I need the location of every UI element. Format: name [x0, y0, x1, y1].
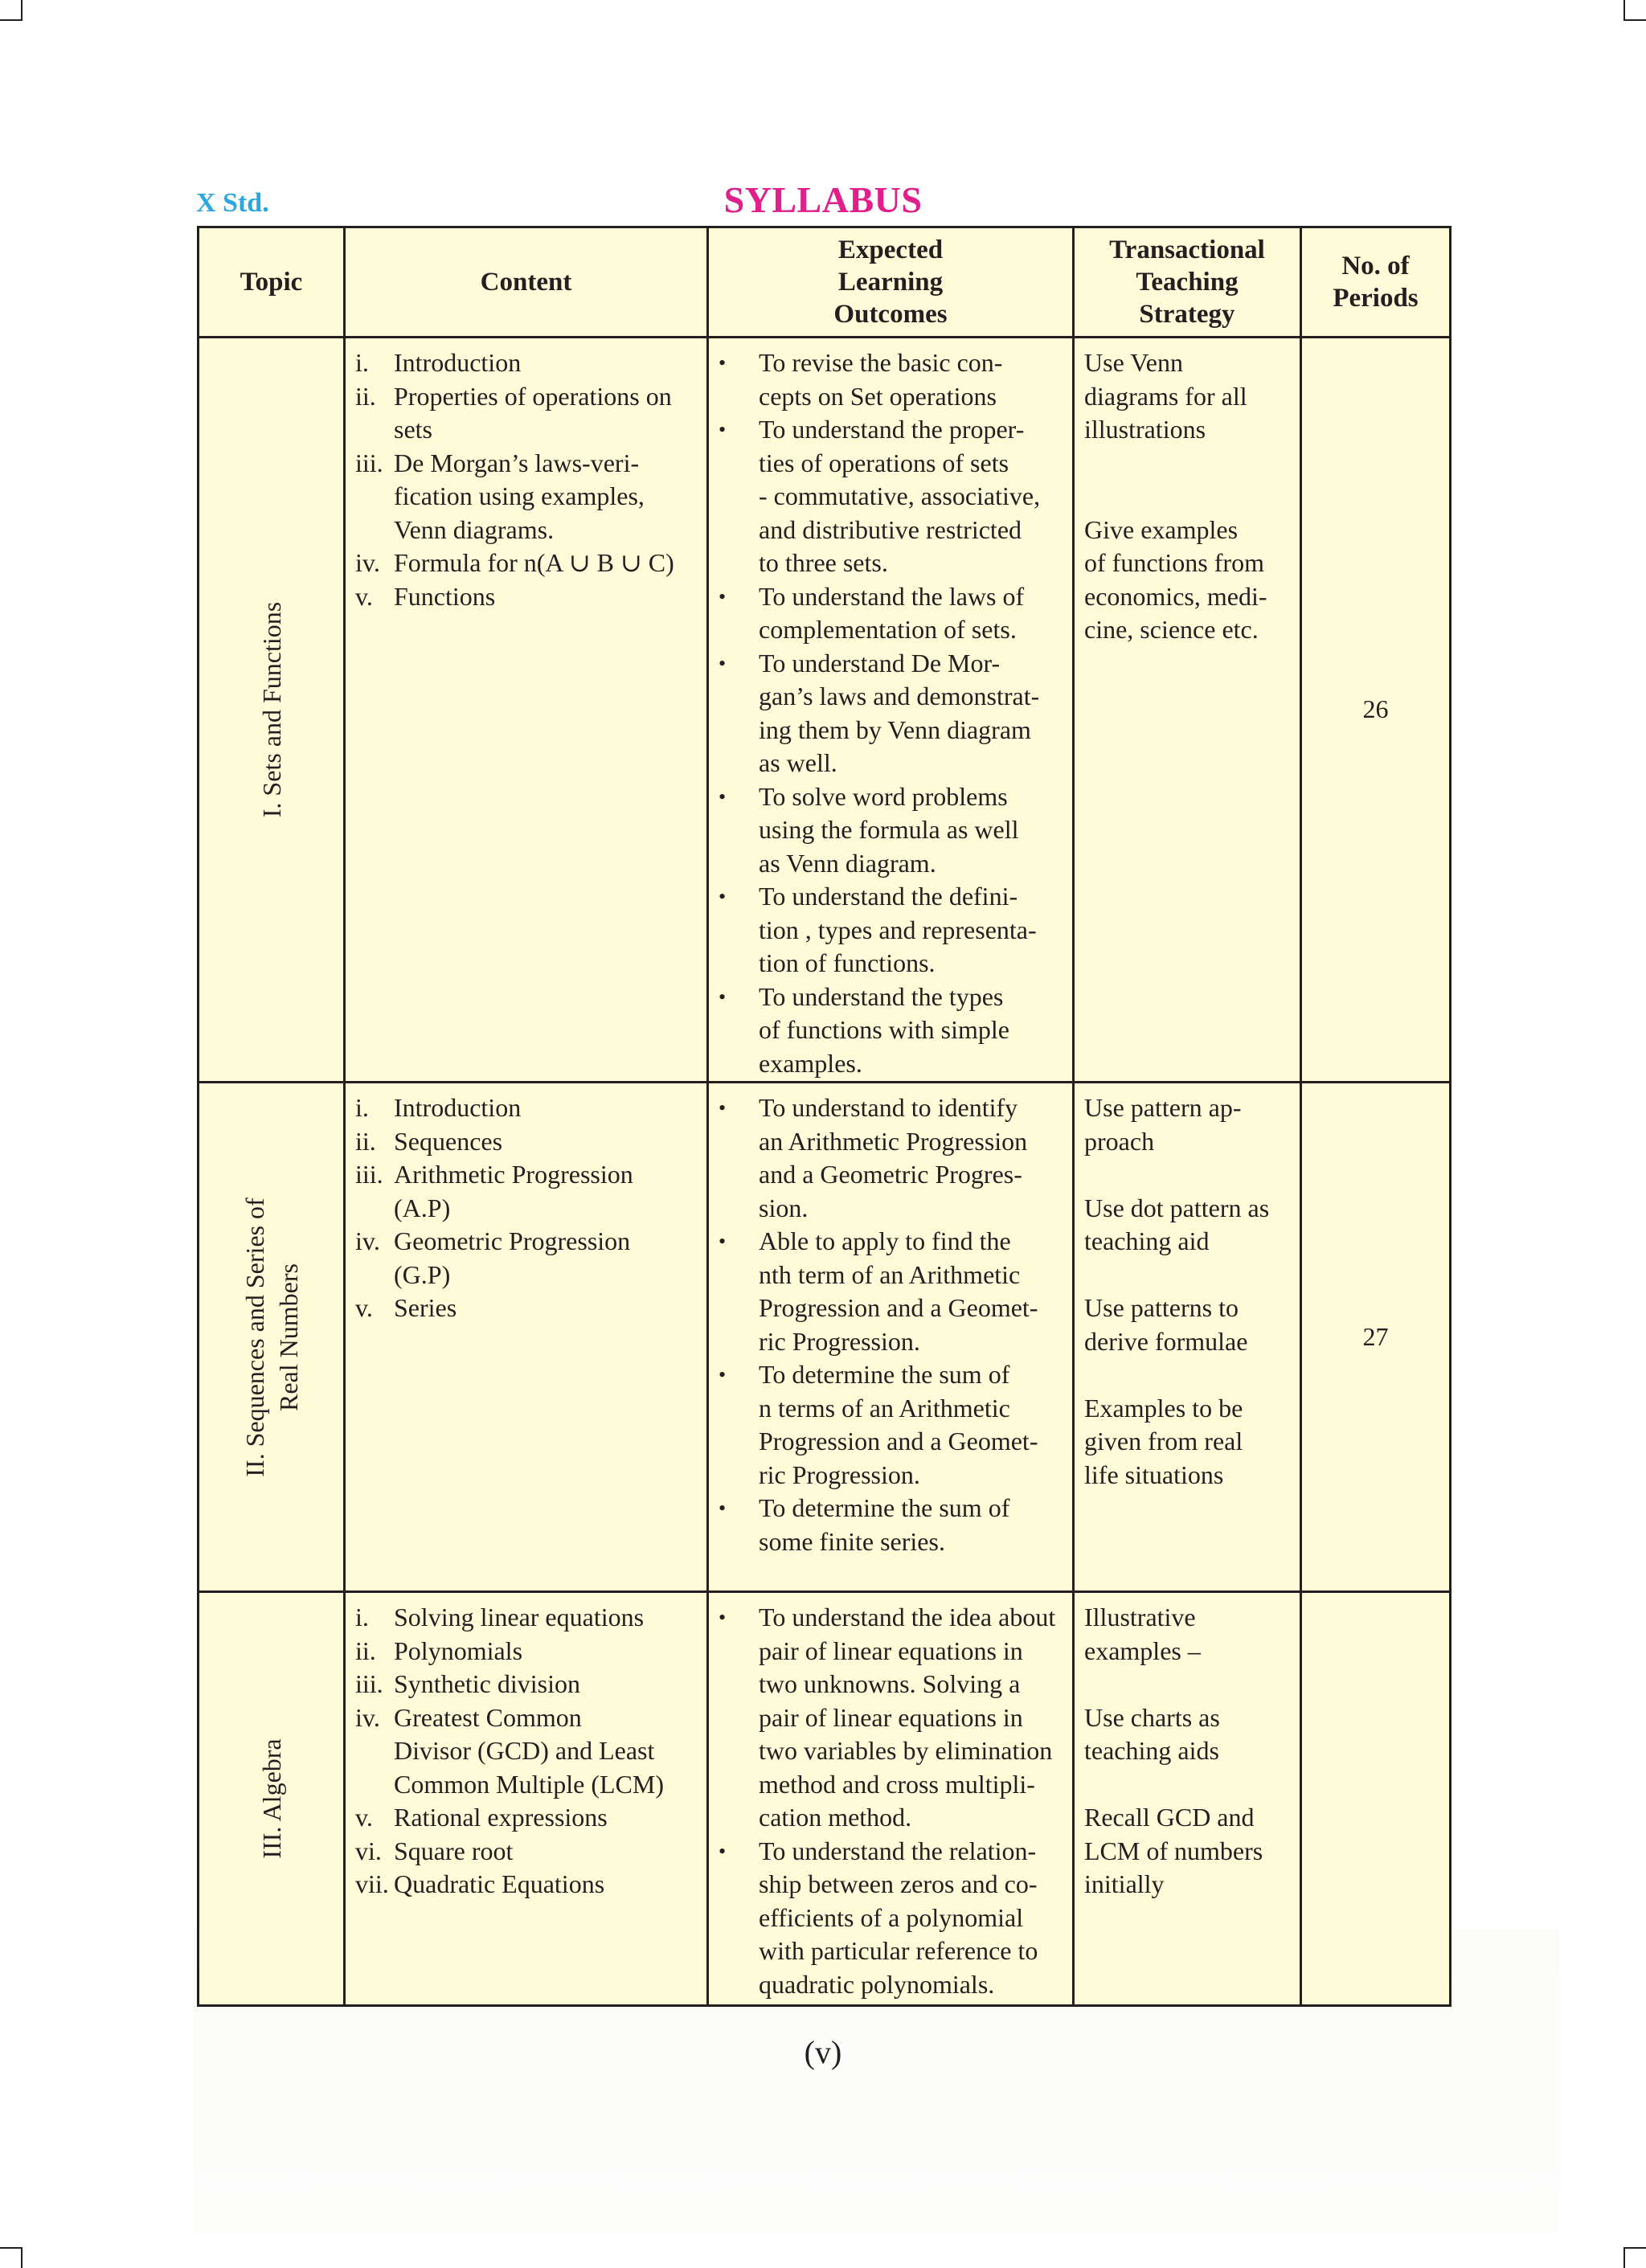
- list-marker: iv.: [355, 1702, 380, 1732]
- bullet-marker: •: [719, 1606, 727, 1629]
- list-item: [355, 1801, 700, 1835]
- strategy-line: derive formulae: [1084, 1326, 1248, 1356]
- list-item: [355, 346, 700, 380]
- list-item-text: Able to apply to find the: [759, 1226, 1011, 1255]
- list-item: [355, 1668, 700, 1701]
- list-item-text: cation method.: [759, 1803, 912, 1832]
- list-item: [355, 447, 700, 547]
- strategy-line: diagrams for all: [1084, 381, 1247, 411]
- list-item-text: Divisor (GCD) and Least: [394, 1736, 655, 1765]
- crop-mark: [1623, 2247, 1625, 2268]
- strategy-line: Use patterns to: [1084, 1293, 1239, 1322]
- list-marker: v.: [355, 1803, 373, 1832]
- periods-cell: [1301, 338, 1451, 1083]
- list-item: [355, 580, 700, 614]
- list-item-text: (A.P): [394, 1193, 451, 1222]
- list-item: [719, 980, 1067, 1081]
- outcomes-cell: [708, 1592, 1074, 2006]
- list-item-text: Venn diagrams.: [394, 514, 555, 544]
- list-item-text: To understand the defini-: [759, 882, 1018, 911]
- periods-cell: [1301, 1592, 1451, 2006]
- strategy-cell: [1074, 338, 1301, 1083]
- bullet-marker: •: [719, 351, 727, 375]
- table-row: [199, 1083, 1451, 1592]
- list-item: [719, 1492, 1067, 1558]
- list-item-text: of functions with simple: [759, 1015, 1009, 1044]
- list-item: [719, 1225, 1067, 1358]
- list-item-text: Polynomials: [394, 1635, 523, 1665]
- list-item-text: Functions: [394, 581, 496, 611]
- strategy-line: given from real: [1084, 1427, 1243, 1455]
- list-item-text: Square root: [394, 1836, 514, 1865]
- list-item-text: pair of linear equations in: [759, 1702, 1023, 1732]
- list-item-text: To solve word problems: [759, 781, 1008, 811]
- strategy-line: LCM of numbers: [1084, 1836, 1263, 1865]
- bullet-marker: •: [719, 584, 727, 608]
- list-item-text: Formula for n(A ∪ B ∪ C): [394, 548, 674, 577]
- strategy-cell: [1074, 1592, 1301, 2006]
- list-item-text: Sequences: [394, 1126, 503, 1156]
- strategy-line: Use pattern ap-: [1084, 1093, 1242, 1122]
- list-item: [355, 1158, 700, 1225]
- crop-mark: [1625, 19, 1646, 21]
- list-item-text: ing them by Venn diagram: [759, 714, 1031, 744]
- strategy-line: Examples to be: [1084, 1393, 1243, 1423]
- list-item-text: (G.P): [394, 1259, 451, 1289]
- list-item-text: some finite series.: [759, 1526, 945, 1556]
- list-item-text: as Venn diagram.: [759, 848, 936, 878]
- syllabus-table: [197, 226, 1452, 2007]
- strategy-line: economics, medi-: [1084, 581, 1267, 611]
- list-item-text: Introduction: [394, 1093, 522, 1122]
- topic-label: I. Sets and Functions: [256, 601, 286, 818]
- topic-label: [238, 1197, 305, 1476]
- bullet-marker: •: [719, 784, 727, 809]
- bullet-marker: •: [719, 1496, 727, 1520]
- list-item-text: complementation of sets.: [759, 615, 1017, 644]
- topic-label: III. Algebra: [256, 1738, 286, 1859]
- list-marker: ii.: [355, 1635, 376, 1665]
- list-item-text: Synthetic division: [394, 1669, 580, 1698]
- standard-label: X Std.: [196, 188, 269, 218]
- list-item: [719, 1601, 1067, 1835]
- list-item: [355, 1701, 700, 1802]
- column-header-content: Content: [345, 227, 708, 338]
- list-marker: i.: [355, 1603, 369, 1631]
- topic-label-line: Real Numbers: [273, 1263, 303, 1411]
- list-item-text: Geometric Progression: [394, 1226, 631, 1255]
- table-row: [199, 1592, 1451, 2006]
- list-item-text: fication using examples,: [394, 481, 645, 510]
- strategy-line: Recall GCD and: [1084, 1803, 1255, 1832]
- list-item-text: Introduction: [394, 348, 522, 377]
- list-item-text: To understand the relation-: [759, 1836, 1037, 1865]
- list-item-text: ship between zeros and co-: [759, 1869, 1038, 1898]
- list-marker: i.: [355, 1093, 369, 1122]
- list-item-text: To understand the types: [759, 981, 1004, 1011]
- list-item-text: ties of operations of sets: [759, 448, 1009, 477]
- periods-value: 26: [1362, 694, 1389, 724]
- column-header-periods-text: No. of Periods: [1333, 252, 1419, 313]
- list-item: [719, 1835, 1067, 2002]
- periods-cell: [1301, 1083, 1451, 1592]
- list-item: [355, 380, 700, 447]
- list-item-text: To understand to identify: [759, 1093, 1018, 1122]
- list-item-text: method and cross multipli-: [759, 1769, 1035, 1799]
- list-item-text: to three sets.: [759, 548, 888, 577]
- topic-cell: [199, 338, 345, 1083]
- list-item-text: Common Multiple (LCM): [394, 1769, 664, 1799]
- list-item: [719, 346, 1067, 413]
- list-item-text: ric Progression.: [759, 1459, 920, 1489]
- list-item-text: efficients of a polynomial: [759, 1902, 1024, 1932]
- crop-mark: [0, 2247, 21, 2249]
- list-item-text: cepts on Set operations: [759, 381, 997, 411]
- list-item-text: and distributive restricted: [759, 514, 1022, 544]
- list-item-text: Greatest Common: [394, 1702, 582, 1732]
- content-cell: [345, 1083, 708, 1592]
- list-item: [355, 547, 700, 580]
- list-item-text: Arithmetic Progression: [394, 1160, 633, 1189]
- list-item-text: quadratic polynomials.: [759, 1969, 995, 1999]
- periods-value: 27: [1362, 1321, 1389, 1351]
- column-header-periods: [1301, 227, 1451, 338]
- column-header-strategy: [1074, 227, 1301, 338]
- list-item-text: nth term of an Arithmetic: [759, 1259, 1021, 1289]
- list-item-text: Series: [394, 1293, 457, 1322]
- topic-cell: [199, 1083, 345, 1592]
- content-list: [346, 1083, 706, 1325]
- content-list: [346, 338, 706, 613]
- list-marker: vi.: [355, 1836, 382, 1865]
- list-item-text: Progression and a Geomet-: [759, 1427, 1038, 1455]
- strategy-cell: [1074, 1083, 1301, 1592]
- table-row: [199, 338, 1451, 1083]
- content-cell: [345, 338, 708, 1083]
- list-item-text: ric Progression.: [759, 1326, 920, 1356]
- strategy-line: Use dot pattern as: [1084, 1193, 1270, 1222]
- bullet-marker: •: [719, 1230, 727, 1253]
- column-header-outcomes-text: Expected Learning Outcomes: [833, 235, 948, 329]
- list-item: [355, 1835, 700, 1869]
- list-item-text: Properties of operations on: [394, 381, 672, 411]
- content-list: [346, 1593, 706, 1902]
- list-item-text: sets: [394, 415, 432, 444]
- topic-label-line: II. Sequences and Series of: [240, 1197, 269, 1477]
- list-item-text: two unknowns. Solving a: [759, 1669, 1021, 1698]
- list-item: [355, 1601, 700, 1635]
- topic-cell: [199, 1592, 345, 2006]
- strategy-line: Illustrative: [1084, 1603, 1196, 1631]
- bullet-marker: •: [719, 651, 727, 675]
- crop-mark: [21, 2247, 23, 2268]
- bullet-marker: •: [719, 1839, 727, 1863]
- list-marker: ii.: [355, 381, 376, 411]
- strategy-text: [1075, 338, 1300, 647]
- list-item: [719, 647, 1067, 780]
- strategy-line: Use charts as: [1084, 1702, 1220, 1732]
- list-item-text: and a Geometric Progres-: [759, 1160, 1022, 1189]
- column-header-outcomes: [708, 227, 1074, 338]
- column-header-topic: Topic: [199, 227, 345, 338]
- crop-mark: [1625, 2247, 1646, 2249]
- content-cell: [345, 1592, 708, 2006]
- crop-mark: [1623, 0, 1625, 21]
- column-header-strategy-text: Transactional Teaching Strategy: [1109, 235, 1265, 329]
- table-header-row: [199, 227, 1451, 338]
- list-marker: v.: [355, 1293, 373, 1322]
- list-item: [355, 1635, 700, 1668]
- list-item-text: sion.: [759, 1193, 809, 1222]
- list-item-text: two variables by elimination: [759, 1736, 1053, 1765]
- list-marker: v.: [355, 581, 373, 611]
- strategy-line: cine, science etc.: [1084, 615, 1259, 644]
- list-item: [719, 880, 1067, 980]
- list-marker: iv.: [355, 1226, 380, 1255]
- outcomes-cell: [708, 338, 1074, 1083]
- list-item-text: an Arithmetic Progression: [759, 1126, 1028, 1156]
- list-item: [355, 1225, 700, 1292]
- page-number: (v): [804, 2034, 842, 2070]
- list-marker: iv.: [355, 548, 380, 577]
- list-item-text: To understand the laws of: [759, 581, 1025, 611]
- list-item-text: Rational expressions: [394, 1803, 608, 1832]
- list-item: [719, 1358, 1067, 1492]
- list-item-text: Solving linear equations: [394, 1603, 645, 1631]
- strategy-line: examples –: [1084, 1635, 1201, 1665]
- list-item: [355, 1292, 700, 1325]
- strategy-text: [1075, 1593, 1300, 1902]
- list-item-text: Quadratic Equations: [394, 1869, 605, 1898]
- strategy-line: illustrations: [1084, 415, 1206, 444]
- list-marker: iii.: [355, 1160, 383, 1189]
- list-item-text: To revise the basic con-: [759, 348, 1003, 377]
- outcomes-cell: [708, 1083, 1074, 1592]
- list-item-text: examples.: [759, 1048, 862, 1078]
- list-item-text: To determine the sum of: [759, 1360, 1010, 1389]
- list-marker: iii.: [355, 1669, 383, 1698]
- strategy-line: Use Venn: [1084, 348, 1183, 377]
- list-item-text: To understand De Mor-: [759, 648, 1001, 678]
- bullet-marker: •: [719, 418, 727, 441]
- strategy-line: life situations: [1084, 1459, 1224, 1489]
- list-item: [719, 580, 1067, 647]
- list-item-text: tion of functions.: [759, 948, 936, 977]
- list-item: [355, 1091, 700, 1125]
- strategy-line: teaching aids: [1084, 1736, 1219, 1765]
- list-marker: iii.: [355, 448, 383, 477]
- strategy-line: proach: [1084, 1126, 1155, 1156]
- list-item-text: gan’s laws and demonstrat-: [759, 682, 1040, 710]
- list-marker: ii.: [355, 1126, 376, 1156]
- list-item: [719, 780, 1067, 881]
- list-item-text: To understand the idea about: [759, 1603, 1056, 1631]
- strategy-line: of functions from: [1084, 548, 1264, 577]
- list-item-text: with particular reference to: [759, 1936, 1038, 1965]
- crop-mark: [21, 0, 23, 21]
- list-marker: vii.: [355, 1869, 389, 1898]
- bullet-marker: •: [719, 1363, 727, 1386]
- outcomes-list: [709, 1593, 1072, 2001]
- list-item-text: tion , types and representa-: [759, 915, 1037, 944]
- outcomes-list: [709, 1083, 1072, 1558]
- page-title: SYLLABUS: [723, 179, 923, 220]
- list-item-text: - commutative, associative,: [759, 481, 1041, 510]
- list-item: [719, 1091, 1067, 1225]
- strategy-line: teaching aid: [1084, 1226, 1210, 1255]
- list-item-text: De Morgan’s laws-veri-: [394, 448, 640, 477]
- list-item: [355, 1125, 700, 1159]
- bullet-marker: •: [719, 1096, 727, 1120]
- crop-mark: [0, 19, 21, 21]
- list-item-text: using the formula as well: [759, 815, 1019, 844]
- strategy-line: initially: [1084, 1869, 1165, 1898]
- list-item: [355, 1868, 700, 1902]
- strategy-text: [1075, 1083, 1300, 1492]
- list-item-text: as well.: [759, 748, 837, 777]
- strategy-line: Give examples: [1084, 514, 1239, 544]
- outcomes-list: [709, 338, 1072, 1080]
- bullet-marker: •: [719, 885, 727, 908]
- list-item: [719, 413, 1067, 580]
- list-item-text: To understand the proper-: [759, 415, 1025, 444]
- list-marker: i.: [355, 348, 369, 377]
- list-item-text: n terms of an Arithmetic: [759, 1393, 1010, 1423]
- list-item-text: Progression and a Geomet-: [759, 1293, 1038, 1322]
- list-item-text: To determine the sum of: [759, 1493, 1010, 1522]
- list-item-text: pair of linear equations in: [759, 1635, 1023, 1665]
- bullet-marker: •: [719, 985, 727, 1009]
